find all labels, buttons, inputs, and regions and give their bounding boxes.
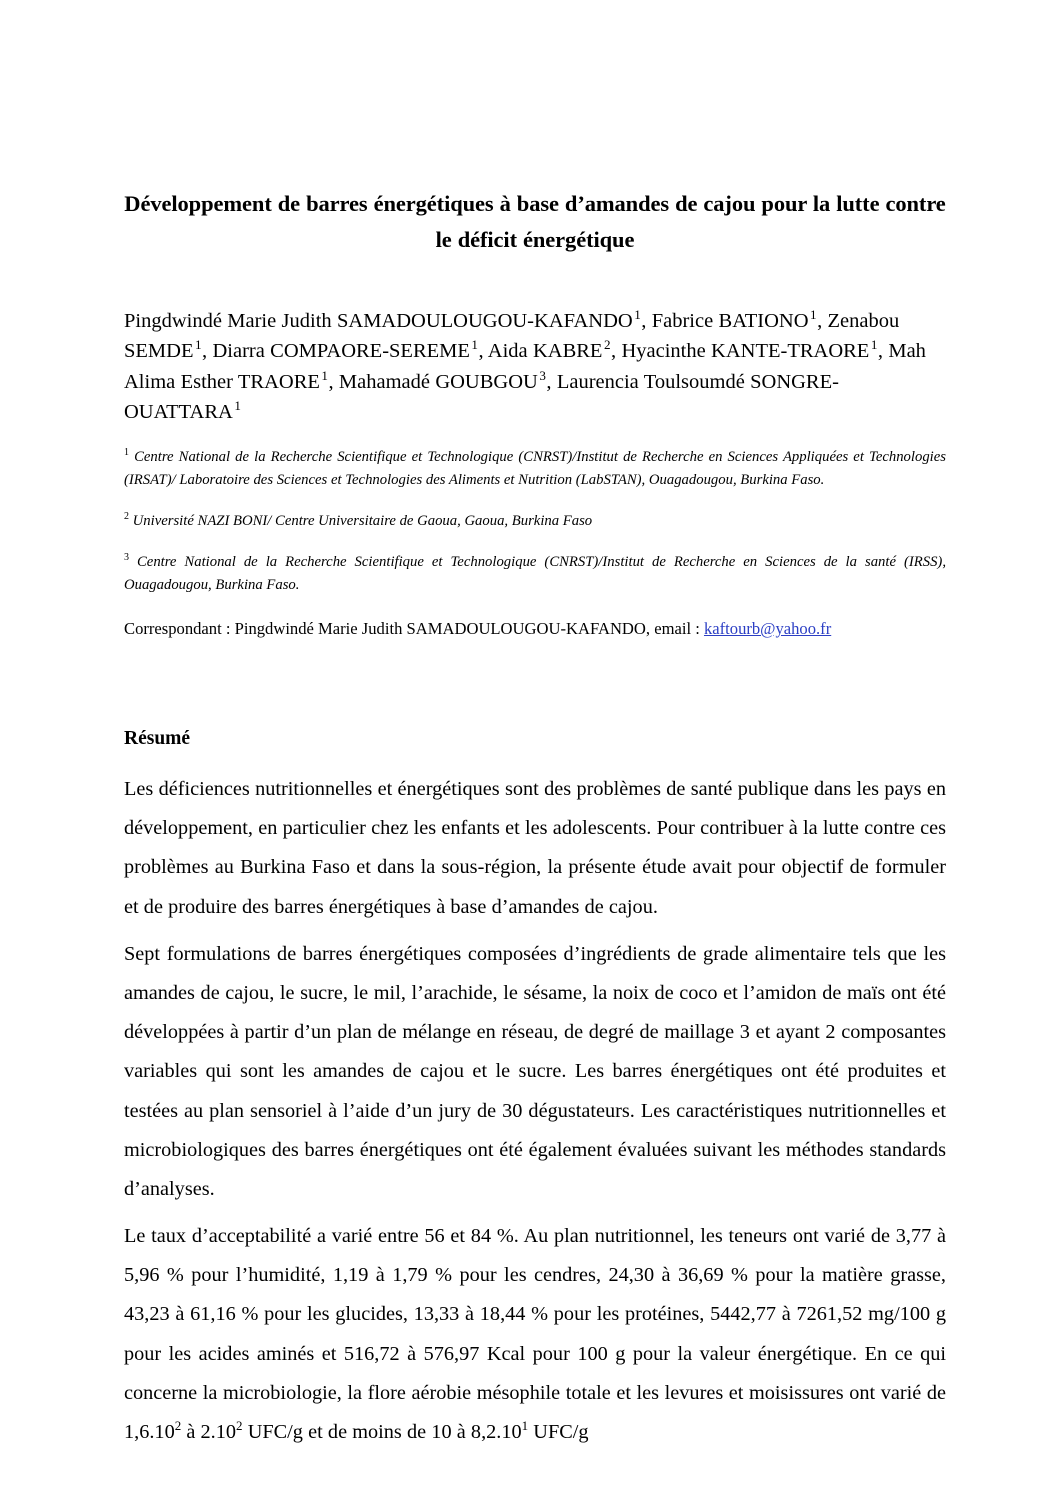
author-list — [124, 259, 946, 427]
author-name: Hyacinthe KANTE-TRAORE — [621, 340, 870, 363]
page-content-column — [124, 0, 946, 1452]
abstract-text-segment: UFC/g et de moins de 10 à 8,2.10 — [242, 1420, 522, 1443]
author-name: Fabrice BATIONO — [651, 309, 809, 332]
exponent: 2 — [174, 1418, 182, 1434]
affiliation-marker: 1 — [124, 447, 129, 459]
abstract-paragraph-1: Les déficiences nutritionnelles et énergétiques sont des problèmes de santé publique dans les pays en développement, en particulier chez les enfants et les adolescents. Pour contribuer à la lutte contre ces problèmes au Burkina Faso et dans la sous-région, la présente étude avait pour objectif de formuler et de produire des barres énergétiques à base d’amandes de cajou. — [124, 778, 946, 918]
abstract-heading: Résumé — [124, 727, 191, 749]
author-affiliation-marker: 1 — [234, 398, 241, 414]
correspondent-line — [124, 596, 946, 642]
abstract-paragraph-3 — [124, 1209, 946, 1452]
author-affiliation-marker: 3 — [539, 367, 546, 383]
author-affiliation-marker: 1 — [471, 337, 478, 353]
correspondent-email-link[interactable]: kaftourb@yahoo.fr — [703, 618, 832, 638]
author-affiliation-marker: 2 — [603, 337, 611, 353]
author-separator: , — [202, 340, 213, 363]
author-name: Diarra COMPAORE-SEREME — [212, 340, 470, 363]
author-separator: , — [641, 309, 652, 332]
abstract-text-segment: UFC/g — [528, 1420, 589, 1443]
author-affiliation-marker: 1 — [870, 337, 878, 353]
correspondent-label: Correspondant : Pingdwindé Marie Judith SAMADOULOUGOU-KAFANDO, email : — [124, 618, 704, 638]
exponent: 2 — [236, 1418, 243, 1434]
affiliation-marker: 2 — [124, 510, 129, 522]
author-separator: , — [611, 340, 622, 363]
page-title: Développement de barres énergétiques à base d’amandes de cajou pour la lutte contre le déficit énergétique — [124, 191, 946, 253]
affiliation-text: Centre National de la Recherche Scientifique et Technologique (CNRST)/Institut de Recherche en Sciences de la santé (IRSS), Ouagadougou, Burkina Faso. — [124, 554, 946, 593]
author-separator: , — [817, 309, 828, 332]
affiliation-marker: 3 — [124, 552, 129, 564]
affiliation-2 — [124, 491, 946, 532]
affiliation-3 — [124, 532, 946, 596]
author-name: Zenabou SEMDE — [124, 309, 900, 363]
author-affiliation-marker: 1 — [194, 337, 202, 353]
author-affiliation-marker: 1 — [810, 307, 817, 323]
abstract-text-segment: Le taux d’acceptabilité a varié entre 56 et 84 %. Au plan nutritionnel, les teneurs ont varié de 3,77 à 5,96 % pour l’humidité, 1,19 à 1,79 % pour les cendres, 24,30 à 36,69 % pour la matière grasse, 43,23 à 61,16 % pour les glucides, 13,33 à 18,44 % pour les protéines, 5442,77 à 7261,52 mg/100 g pour les acides aminés et 516,72 à 576,97 Kcal pour 100 g pour la valeur énergétique. En ce qui concerne la microbiologie, la flore aérobie mésophile totale et les levures et moisissures ont varié de 1,6.10 — [124, 1225, 946, 1443]
author-name: Mahamadé GOUBGOU — [338, 370, 538, 393]
exponent: 1 — [521, 1418, 529, 1434]
affiliation-text: Centre National de la Recherche Scientifique et Technologique (CNRST)/Institut de Recherche en Sciences Appliquées et Technologies (IRSAT)/ Laboratoire des Sciences et Technologies des Aliments et Nutrition (LabSTAN), Ouagadougou, Burkina Faso. — [124, 449, 946, 488]
author-name: Mah Alima Esther TRAORE — [124, 340, 926, 393]
affiliation-text: Université NAZI BONI/ Centre Universitaire de Gaoua, Gaoua, Burkina Faso — [132, 512, 593, 529]
author-name: Aida KABRE — [487, 340, 603, 363]
author-affiliation-marker: 1 — [634, 307, 641, 323]
author-separator: , — [877, 340, 889, 363]
author-name: Pingdwindé Marie Judith SAMADOULOUGOU-KAFANDO — [124, 309, 633, 332]
abstract-text-segment: à 2.10 — [181, 1420, 237, 1443]
abstract-paragraph-2: Sept formulations de barres énergétiques composées d’ingrédients de grade alimentaire tels que les amandes de cajou, le sucre, le mil, l’arachide, le sésame, la noix de coco et l’amidon de maïs ont été développées à partir d’un plan de mélange en réseau, de degré de maillage 3 et ayant 2 composantes variables qui sont les amandes de cajou et le sucre. Les barres énergétiques ont été produites et testées au plan sensoriel à l’aide d’un jury de 30 dégustateurs. Les caractéristiques nutritionnelles et microbiologiques des barres énergétiques ont été également évaluées suivant les méthodes standards d’analyses. — [124, 942, 946, 1200]
author-separator: , — [546, 370, 557, 393]
author-separator: , — [328, 370, 339, 393]
affiliation-1 — [124, 427, 946, 491]
author-separator: , — [478, 340, 488, 363]
author-name: Laurencia Toulsoumdé SONGRE-OUATTARA — [124, 370, 839, 423]
author-affiliation-marker: 1 — [321, 367, 328, 383]
